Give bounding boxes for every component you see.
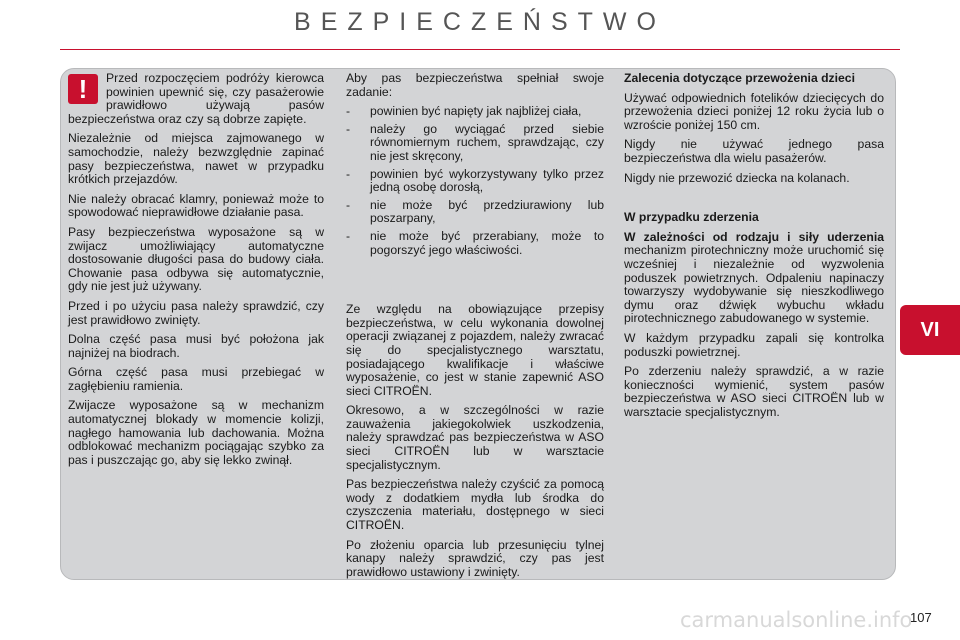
list-item: - nie może być przedziurawiony lub poszarpany, [346,199,604,226]
list-item: - powinien być napięty jak najbliżej ciała, [346,105,604,119]
column-right [624,72,884,425]
paragraph: Dolna część pasa musi być położona jak najniżej na biodrach. [68,332,324,360]
paragraph: Nie należy obracać klamry, ponieważ może to spowodować nieprawidłowe działanie pasa. [68,191,324,220]
paragraph: W każdym przypadku zapali się kontrolka poduszki powietrznej. [624,330,884,359]
list-item: - nie może być przerabiany, może to pogorszyć jego właściwości. [346,230,604,257]
paragraph: Przed i po użyciu pasa należy sprawdzić, czy jest prawidłowo zwinięty. [68,298,324,327]
paragraph: Okresowo, a w szczególności w razie zauważenia jakiegokolwiek uszkodzenia, należy sprawdzać pas bezpieczeństwa w ASO sieci CITROËN lub w warsztacie specjalistycznym. [346,403,604,472]
warning-icon: ! [68,74,98,104]
emphasis: W zależności od rodzaju i siły uderzenia [624,229,884,244]
watermark: carmanualsonline.info [680,608,913,632]
paragraph: Niezależnie od miejsca zajmowanego w samochodzie, należy bezwzględnie zapinać pasy bezpieczeństwa, nawet w przypadku krótkich przejazdów. [68,131,324,187]
paragraph: Pas bezpieczeństwa należy czyścić za pomocą wody z dodatkiem mydła lub środka do czyszczenia materiału, dostępnego w sieci CITROËN. [346,477,604,533]
paragraph: Ze względu na obowiązujące przepisy bezpieczeństwa, w celu wykonania dowolnej operacji związanej z pojazdem, należy zwracać się do specjalistycznego warsztatu, posiadającego kwalifikacje i właściwe wyposażenie, co jest w stanie zapewnić ASO sieci CITROËN. [346,302,604,398]
paragraph: Po złożeniu oparcia lub przesunięciu tylnej kanapy należy sprawdzić, czy pas jest prawidłowo ustawiony i zwinięty. [346,537,604,579]
list-item: - należy go wyciągać przed siebie równomiernym ruchem, sprawdzając, czy nie jest skręcony, [346,123,604,164]
warning-text: Przed rozpoczęciem podróży kierowca powinien upewnić się, czy pasażerowie prawidłowo używają pasów bezpieczeństwa oraz czy są dobrze zapięte. [68,71,324,126]
paragraph: Używać odpowiednich fotelików dziecięcych do przewożenia dzieci poniżej 12 roku życia lub o wzroście poniżej 150 cm. [624,90,884,132]
section-heading: W przypadku zderzenia [624,210,759,225]
chapter-tab[interactable]: VI [900,305,960,355]
list-intro: Aby pas bezpieczeństwa spełniał swoje zadanie: [346,71,604,99]
paragraph: Po zderzeniu należy sprawdzić, a w razie konieczności wymienić, system pasów bezpieczeństwa w ASO sieci CITROËN lub w warsztacie specjalistycznym. [624,364,884,419]
requirements-list [346,105,604,257]
title-divider [60,49,900,50]
section-heading: Zalecenia dotyczące przewożenia dzieci [624,71,855,85]
paragraph: Górna część pasa musi przebiegać w zagłębieniu ramienia. [68,365,324,393]
paragraph [624,231,884,326]
column-middle [346,72,604,585]
paragraph: Nigdy nie przewozić dziecka na kolanach. [624,170,850,185]
paragraph: Zwijacze wyposażone są w mechanizm automatycznej blokady w momencie kolizji, nagłego hamowania lub dachowania. Można odblokować mechanizm pociągając szybko za pas i puszczając go, aby się lekko zwinął. [68,398,324,467]
column-left [68,72,324,473]
paragraph: Pasy bezpieczeństwa wyposażone są w zwijacz umożliwiający automatyczne dostosowanie długości pasa do budowy ciała. Chowanie pasa odbywa się automatycznie, gdy nie jest już używany. [68,224,324,294]
list-item: - powinien być wykorzystywany tylko przez jedną osobę dorosłą, [346,168,604,195]
paragraph-rest: mechanizm pirotechniczny może uruchomić się wcześniej i niezależnie od wyzwolenia poduszek powietrznych. Odpaleniu napinaczy towarzyszy wydobywanie się nieszkodliwego dymu oraz dźwięk wybuchu wkładu pirotechnicznego zabudowanego w systemie. [624,243,884,326]
page-number: 107 [910,610,932,625]
paragraph: Nigdy nie używać jednego pasa bezpieczeństwa dla wielu pasażerów. [624,137,884,165]
page-title: BEZPIECZEŃSTWO [294,8,666,36]
